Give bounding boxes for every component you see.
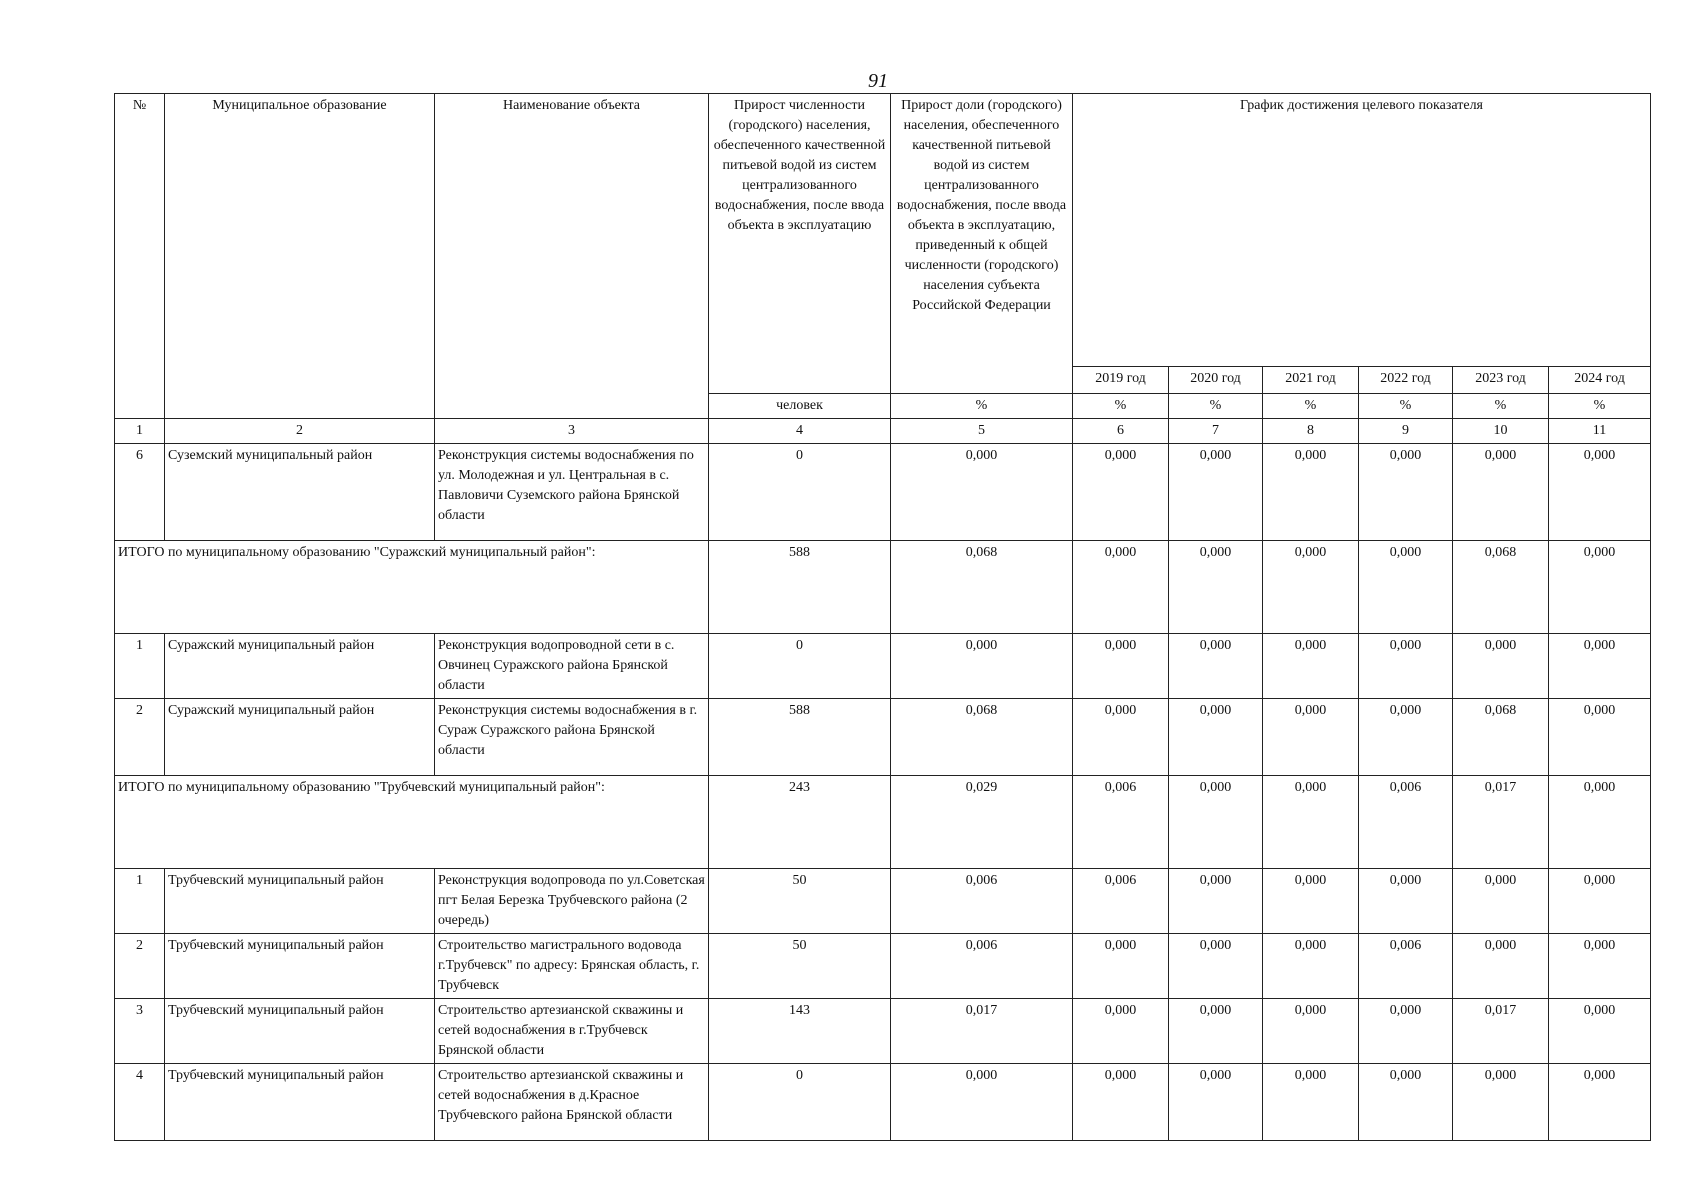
- row-year-value: 0,000: [1549, 699, 1651, 776]
- row-municipality: Трубчевский муниципальный район: [165, 934, 435, 999]
- unit-percent: %: [891, 394, 1073, 419]
- row-population: 50: [709, 934, 891, 999]
- row-year-value: 0,000: [1359, 869, 1453, 934]
- row-year-value: 0,000: [1549, 869, 1651, 934]
- row-year-value: 0,000: [1359, 634, 1453, 699]
- row-no: 4: [115, 1064, 165, 1141]
- year-2019: 2019 год: [1073, 367, 1169, 394]
- row-year-value: 0,000: [1073, 999, 1169, 1064]
- row-year-value: 0,068: [1453, 699, 1549, 776]
- table-row: [115, 634, 1651, 699]
- row-population: 50: [709, 869, 891, 934]
- total-year-value: 0,000: [1263, 776, 1359, 869]
- row-object: Реконструкция системы водоснабжения по ул. Молодежная и ул. Центральная в с. Павловичи Суземского района Брянской области: [435, 444, 709, 541]
- row-year-value: 0,000: [1073, 444, 1169, 541]
- total-year-value: 0,000: [1073, 541, 1169, 634]
- year-2021: 2021 год: [1263, 367, 1359, 394]
- total-year-value: 0,006: [1359, 776, 1453, 869]
- column-number: 6: [1073, 419, 1169, 444]
- column-number: 2: [165, 419, 435, 444]
- total-row: [115, 776, 1651, 869]
- col-header-municipality: Муниципальное образование: [165, 94, 435, 419]
- year-2020: 2020 год: [1169, 367, 1263, 394]
- table-row: [115, 869, 1651, 934]
- row-year-value: 0,000: [1549, 1064, 1651, 1141]
- column-number: 3: [435, 419, 709, 444]
- row-year-value: 0,000: [1073, 634, 1169, 699]
- row-year-value: 0,000: [1073, 699, 1169, 776]
- row-year-value: 0,000: [1359, 999, 1453, 1064]
- row-share: 0,000: [891, 444, 1073, 541]
- year-2024: 2024 год: [1549, 367, 1651, 394]
- row-municipality: Суземский муниципальный район: [165, 444, 435, 541]
- row-year-value: 0,000: [1263, 869, 1359, 934]
- row-year-value: 0,000: [1169, 444, 1263, 541]
- row-no: 2: [115, 699, 165, 776]
- row-no: 1: [115, 869, 165, 934]
- row-object: Строительство артезианской скважины и сетей водоснабжения в г.Трубчевск Брянской области: [435, 999, 709, 1064]
- row-year-value: 0,000: [1169, 999, 1263, 1064]
- row-year-value: 0,000: [1169, 634, 1263, 699]
- row-year-value: 0,000: [1263, 444, 1359, 541]
- column-number: 11: [1549, 419, 1651, 444]
- row-year-value: 0,000: [1453, 444, 1549, 541]
- row-no: 6: [115, 444, 165, 541]
- column-number: 4: [709, 419, 891, 444]
- row-year-value: 0,000: [1169, 699, 1263, 776]
- row-year-value: 0,006: [1073, 869, 1169, 934]
- col-header-share-growth: Прирост доли (городского) населения, обеспеченного качественной питьевой водой из систем централизованного водоснабжения, после ввода объекта в эксплуатацию, приведенный к общей численности (городского) населения субъекта Российской Федерации: [891, 94, 1073, 394]
- row-share: 0,068: [891, 699, 1073, 776]
- unit-percent: %: [1169, 394, 1263, 419]
- row-year-value: 0,000: [1359, 699, 1453, 776]
- row-year-value: 0,000: [1359, 444, 1453, 541]
- table-row: [115, 934, 1651, 999]
- row-municipality: Трубчевский муниципальный район: [165, 999, 435, 1064]
- total-year-value: 0,000: [1169, 541, 1263, 634]
- total-year-value: 0,068: [1453, 541, 1549, 634]
- total-year-value: 0,000: [1263, 541, 1359, 634]
- row-share: 0,006: [891, 869, 1073, 934]
- row-municipality: Трубчевский муниципальный район: [165, 1064, 435, 1141]
- total-year-value: 0,017: [1453, 776, 1549, 869]
- column-number: 9: [1359, 419, 1453, 444]
- row-population: 588: [709, 699, 891, 776]
- row-object: Строительство артезианской скважины и сетей водоснабжения в д.Красное Трубчевского района Брянской области: [435, 1064, 709, 1141]
- page-number: 91: [868, 70, 888, 92]
- row-year-value: 0,000: [1453, 634, 1549, 699]
- row-year-value: 0,017: [1453, 999, 1549, 1064]
- row-object: Реконструкция водопровода по ул.Советская пгт Белая Березка Трубчевского района (2 очередь): [435, 869, 709, 934]
- row-year-value: 0,000: [1169, 1064, 1263, 1141]
- total-share: 0,029: [891, 776, 1073, 869]
- row-year-value: 0,000: [1169, 934, 1263, 999]
- total-label: ИТОГО по муниципальному образованию "Суражский муниципальный район":: [115, 541, 709, 634]
- table-row: [115, 444, 1651, 541]
- year-2022: 2022 год: [1359, 367, 1453, 394]
- row-year-value: 0,000: [1549, 634, 1651, 699]
- row-share: 0,000: [891, 634, 1073, 699]
- row-year-value: 0,000: [1453, 934, 1549, 999]
- total-row: [115, 541, 1651, 634]
- col-header-population-growth: Прирост численности (городского) населения, обеспеченного качественной питьевой водой из систем централизованного водоснабжения, после ввода объекта в эксплуатацию: [709, 94, 891, 394]
- row-no: 3: [115, 999, 165, 1064]
- row-object: Реконструкция системы водоснабжения в г. Сураж Суражского района Брянской области: [435, 699, 709, 776]
- row-year-value: 0,000: [1549, 934, 1651, 999]
- total-year-value: 0,000: [1359, 541, 1453, 634]
- target-indicator-table: [114, 93, 1651, 1141]
- row-population: 0: [709, 634, 891, 699]
- row-municipality: Трубчевский муниципальный район: [165, 869, 435, 934]
- row-municipality: Суражский муниципальный район: [165, 634, 435, 699]
- row-population: 143: [709, 999, 891, 1064]
- row-no: 1: [115, 634, 165, 699]
- col-header-object: Наименование объекта: [435, 94, 709, 419]
- row-object: Реконструкция водопроводной сети в с. Овчинец Суражского района Брянской области: [435, 634, 709, 699]
- row-year-value: 0,000: [1549, 444, 1651, 541]
- row-share: 0,017: [891, 999, 1073, 1064]
- column-number: 7: [1169, 419, 1263, 444]
- unit-percent: %: [1549, 394, 1651, 419]
- col-header-schedule: График достижения целевого показателя: [1073, 94, 1651, 367]
- total-year-value: 0,006: [1073, 776, 1169, 869]
- total-year-value: 0,000: [1549, 541, 1651, 634]
- row-year-value: 0,000: [1073, 934, 1169, 999]
- row-year-value: 0,000: [1169, 869, 1263, 934]
- row-object: Строительство магистрального водовода г.Трубчевск" по адресу: Брянская область, г. Трубчевск: [435, 934, 709, 999]
- col-header-no: №: [115, 94, 165, 419]
- total-label: ИТОГО по муниципальному образованию "Трубчевский муниципальный район":: [115, 776, 709, 869]
- row-year-value: 0,000: [1263, 1064, 1359, 1141]
- unit-percent: %: [1359, 394, 1453, 419]
- row-no: 2: [115, 934, 165, 999]
- year-2023: 2023 год: [1453, 367, 1549, 394]
- row-year-value: 0,000: [1263, 634, 1359, 699]
- total-year-value: 0,000: [1549, 776, 1651, 869]
- table-row: [115, 1064, 1651, 1141]
- row-municipality: Суражский муниципальный район: [165, 699, 435, 776]
- row-year-value: 0,000: [1263, 999, 1359, 1064]
- table-row: [115, 999, 1651, 1064]
- unit-people: человек: [709, 394, 891, 419]
- column-numbers-row: [115, 419, 1651, 444]
- total-population: 243: [709, 776, 891, 869]
- row-year-value: 0,006: [1359, 934, 1453, 999]
- unit-percent: %: [1073, 394, 1169, 419]
- column-number: 1: [115, 419, 165, 444]
- header-row: [115, 94, 1651, 367]
- total-population: 588: [709, 541, 891, 634]
- row-population: 0: [709, 1064, 891, 1141]
- table-row: [115, 699, 1651, 776]
- row-year-value: 0,000: [1453, 1064, 1549, 1141]
- unit-percent: %: [1453, 394, 1549, 419]
- row-year-value: 0,000: [1453, 869, 1549, 934]
- row-year-value: 0,000: [1359, 1064, 1453, 1141]
- row-year-value: 0,000: [1263, 934, 1359, 999]
- row-year-value: 0,000: [1263, 699, 1359, 776]
- row-year-value: 0,000: [1073, 1064, 1169, 1141]
- row-population: 0: [709, 444, 891, 541]
- total-share: 0,068: [891, 541, 1073, 634]
- column-number: 8: [1263, 419, 1359, 444]
- column-number: 5: [891, 419, 1073, 444]
- row-share: 0,006: [891, 934, 1073, 999]
- row-year-value: 0,000: [1549, 999, 1651, 1064]
- total-year-value: 0,000: [1169, 776, 1263, 869]
- column-number: 10: [1453, 419, 1549, 444]
- row-share: 0,000: [891, 1064, 1073, 1141]
- unit-percent: %: [1263, 394, 1359, 419]
